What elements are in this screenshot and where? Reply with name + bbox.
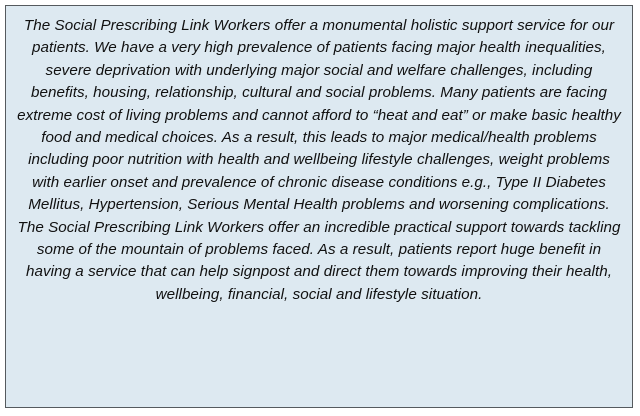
- quote-box: [5, 5, 633, 408]
- quote-text: The Social Prescribing Link Workers offer a monumental holistic support service for our patients. We have a very high prevalence of patients facing major health inequalities, severe deprivation with underlying major social and welfare challenges, including benefits, housing, relationship, cultural and social problems. Many patients are facing extreme cost of living problems and cannot afford to “heat and eat” or make basic healthy food and medical choices. As a result, this leads to major medical/health problems including poor nutrition with health and wellbeing lifestyle challenges, weight problems with earlier onset and prevalence of chronic disease conditions e.g., Type II Diabetes Mellitus, Hypertension, Serious Mental Health problems and worsening complications. The Social Prescribing Link Workers offer an incredible practical support towards tackling some of the mountain of problems faced. As a result, patients report huge benefit in having a service that can help signpost and direct them towards improving their health, wellbeing, financial, social and lifestyle situation.: [17, 17, 621, 303]
